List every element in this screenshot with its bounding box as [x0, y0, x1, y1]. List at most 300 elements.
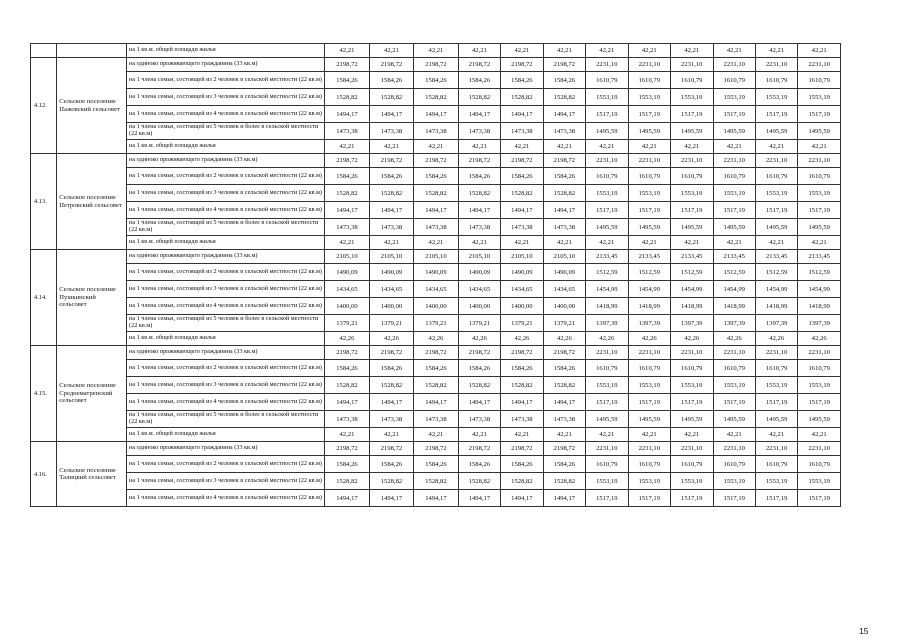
value-cell: 1434,65: [458, 281, 500, 298]
value-cell: 2231,10: [628, 442, 670, 456]
row-label: на 1 члена семьи, состоящей из 5 человек и более в сельской местности (22 кв.м): [127, 411, 325, 428]
table-row: [31, 332, 841, 346]
value-cell: 42,21: [325, 44, 369, 58]
value-cell: 1528,82: [325, 377, 369, 394]
row-label: на 1 кв.м. общей площади жилья: [127, 140, 325, 154]
value-cell: 1584,26: [543, 360, 585, 377]
value-cell: 1584,26: [414, 72, 458, 89]
value-cell: 1584,26: [414, 360, 458, 377]
value-cell: 42,26: [755, 332, 797, 346]
table-body: [31, 44, 841, 507]
value-cell: 1490,09: [543, 264, 585, 281]
value-cell: 2231,10: [798, 154, 841, 168]
table-row: [31, 140, 841, 154]
value-cell: 2198,72: [414, 442, 458, 456]
value-cell: 1528,82: [369, 473, 413, 490]
value-cell: 1610,79: [755, 72, 797, 89]
value-cell: 1494,17: [414, 202, 458, 219]
table-row: [31, 219, 841, 236]
value-cell: 1512,59: [713, 264, 755, 281]
settlement-name: Сельское поселение Талицкий сельсовет: [57, 442, 127, 507]
value-cell: 2198,72: [369, 442, 413, 456]
value-cell: 1379,21: [458, 315, 500, 332]
value-cell: 42,21: [671, 236, 713, 250]
value-cell: 1434,65: [414, 281, 458, 298]
value-cell: 1528,82: [369, 185, 413, 202]
value-cell: 1584,26: [369, 72, 413, 89]
value-cell: 2231,10: [586, 154, 628, 168]
value-cell: 1553,19: [586, 185, 628, 202]
value-cell: 1494,17: [501, 394, 543, 411]
value-cell: 1517,19: [798, 106, 841, 123]
value-cell: 42,21: [414, 140, 458, 154]
value-cell: 42,21: [543, 140, 585, 154]
value-cell: 42,21: [501, 44, 543, 58]
value-cell: 42,21: [798, 140, 841, 154]
value-cell: 42,21: [543, 428, 585, 442]
table-row: [31, 377, 841, 394]
value-cell: 1454,99: [586, 281, 628, 298]
table-row: [31, 58, 841, 72]
value-cell: 1495,59: [755, 219, 797, 236]
table-row: [31, 298, 841, 315]
value-cell: 1517,19: [755, 490, 797, 507]
value-cell: 1553,19: [713, 377, 755, 394]
value-cell: 42,26: [458, 332, 500, 346]
block-code: 4.14.: [31, 250, 57, 346]
value-cell: 1610,79: [628, 360, 670, 377]
value-cell: 2105,10: [501, 250, 543, 264]
value-cell: 1517,19: [671, 394, 713, 411]
value-cell: 1512,59: [628, 264, 670, 281]
value-cell: 1610,79: [671, 168, 713, 185]
value-cell: 2231,10: [671, 442, 713, 456]
value-cell: 1495,59: [628, 123, 670, 140]
table-row: [31, 236, 841, 250]
value-cell: 2198,72: [501, 154, 543, 168]
value-cell: 1494,17: [458, 106, 500, 123]
value-cell: 42,21: [798, 428, 841, 442]
value-cell: 2198,72: [501, 58, 543, 72]
value-cell: 1610,79: [671, 72, 713, 89]
table-row: [31, 72, 841, 89]
value-cell: 42,21: [671, 44, 713, 58]
row-label: на 1 кв.м. общей площади жилья: [127, 44, 325, 58]
value-cell: 1528,82: [543, 89, 585, 106]
value-cell: 42,21: [414, 236, 458, 250]
value-cell: 42,21: [628, 44, 670, 58]
value-cell: 1553,19: [628, 185, 670, 202]
value-cell: 1434,65: [543, 281, 585, 298]
value-cell: 42,21: [458, 428, 500, 442]
value-cell: 1610,79: [671, 360, 713, 377]
row-label: на 1 члена семьи, состоящей из 4 человек в сельской местности (22 кв.м): [127, 394, 325, 411]
value-cell: 1418,99: [798, 298, 841, 315]
value-cell: 1528,82: [414, 89, 458, 106]
value-cell: 1553,19: [628, 89, 670, 106]
value-cell: 1494,17: [458, 202, 500, 219]
value-cell: 1495,59: [628, 411, 670, 428]
value-cell: 2105,10: [325, 250, 369, 264]
value-cell: 2198,72: [325, 58, 369, 72]
value-cell: 1517,19: [586, 202, 628, 219]
table-row: [31, 456, 841, 473]
value-cell: 42,26: [325, 332, 369, 346]
value-cell: 1528,82: [414, 377, 458, 394]
value-cell: 1490,09: [414, 264, 458, 281]
value-cell: 1473,38: [369, 411, 413, 428]
value-cell: 1512,59: [798, 264, 841, 281]
row-label: на 1 члена семьи, состоящей из 4 человек в сельской местности (22 кв.м): [127, 202, 325, 219]
value-cell: 1528,82: [501, 185, 543, 202]
value-cell: 1553,19: [755, 473, 797, 490]
value-cell: 1494,17: [369, 394, 413, 411]
table-row: [31, 473, 841, 490]
value-cell: 2231,10: [713, 58, 755, 72]
value-cell: 1494,17: [543, 490, 585, 507]
value-cell: 1528,82: [458, 89, 500, 106]
value-cell: 1494,17: [543, 394, 585, 411]
value-cell: 1553,19: [586, 89, 628, 106]
value-cell: 1454,99: [798, 281, 841, 298]
value-cell: 2231,10: [713, 154, 755, 168]
value-cell: 1610,79: [798, 72, 841, 89]
value-cell: 1473,38: [325, 411, 369, 428]
value-cell: 1584,26: [501, 360, 543, 377]
row-label: на 1 члена семьи, состоящей из 4 человек в сельской местности (22 кв.м): [127, 106, 325, 123]
value-cell: 1495,59: [671, 123, 713, 140]
value-cell: 1553,19: [628, 473, 670, 490]
value-cell: 1584,26: [414, 456, 458, 473]
value-cell: 1528,82: [325, 89, 369, 106]
value-cell: 42,21: [586, 140, 628, 154]
value-cell: 42,21: [369, 140, 413, 154]
value-cell: 1528,82: [458, 473, 500, 490]
value-cell: 2231,10: [671, 346, 713, 360]
value-cell: 1517,19: [755, 106, 797, 123]
value-cell: 1400,00: [414, 298, 458, 315]
table-row: [31, 281, 841, 298]
value-cell: 1418,99: [755, 298, 797, 315]
value-cell: 1584,26: [543, 168, 585, 185]
value-cell: 2231,10: [586, 58, 628, 72]
value-cell: 2198,72: [325, 154, 369, 168]
value-cell: 1528,82: [501, 377, 543, 394]
settlement-name: Сельское поселение Пажовский сельсовет: [57, 58, 127, 154]
value-cell: 1553,19: [713, 185, 755, 202]
row-label: на 1 члена семьи, состоящей из 2 человек в сельской местности (22 кв.м): [127, 168, 325, 185]
value-cell: 42,26: [501, 332, 543, 346]
value-cell: 2231,10: [798, 442, 841, 456]
row-label: на одиноко проживающего гражданина (33 кв.м): [127, 154, 325, 168]
value-cell: 1610,79: [798, 456, 841, 473]
value-cell: 2231,10: [755, 58, 797, 72]
value-cell: 1553,19: [671, 185, 713, 202]
value-cell: 1397,39: [628, 315, 670, 332]
value-cell: 2198,72: [414, 154, 458, 168]
value-cell: 1397,39: [755, 315, 797, 332]
value-cell: 1495,59: [713, 219, 755, 236]
value-cell: 1490,09: [501, 264, 543, 281]
value-cell: 1610,79: [586, 72, 628, 89]
code-cell: [31, 44, 57, 58]
value-cell: 2231,10: [755, 346, 797, 360]
value-cell: 2198,72: [414, 346, 458, 360]
value-cell: 1494,17: [325, 394, 369, 411]
value-cell: 2198,72: [325, 442, 369, 456]
value-cell: 1473,38: [414, 219, 458, 236]
value-cell: 1553,19: [755, 89, 797, 106]
row-label: на 1 кв.м. общей площади жилья: [127, 428, 325, 442]
value-cell: 1553,19: [798, 377, 841, 394]
value-cell: 1553,19: [798, 89, 841, 106]
document-sheet: [30, 43, 841, 507]
value-cell: 1517,19: [713, 490, 755, 507]
value-cell: 1610,79: [798, 168, 841, 185]
value-cell: 1495,59: [713, 411, 755, 428]
value-cell: 2231,10: [671, 154, 713, 168]
value-cell: 42,21: [713, 428, 755, 442]
value-cell: 1553,19: [671, 473, 713, 490]
value-cell: 1473,38: [501, 219, 543, 236]
value-cell: 1584,26: [501, 72, 543, 89]
value-cell: 1553,19: [798, 473, 841, 490]
table-row: [31, 264, 841, 281]
row-label: на 1 члена семьи, состоящей из 5 человек и более в сельской местности (22 кв.м): [127, 219, 325, 236]
value-cell: 42,21: [713, 236, 755, 250]
value-cell: 1379,21: [369, 315, 413, 332]
value-cell: 2198,72: [458, 58, 500, 72]
row-label: на 1 члена семьи, состоящей из 5 человек и более в сельской местности (22 кв.м): [127, 315, 325, 332]
table-row: [31, 360, 841, 377]
value-cell: 1494,17: [543, 106, 585, 123]
value-cell: 1610,79: [713, 360, 755, 377]
value-cell: 1610,79: [628, 456, 670, 473]
value-cell: 42,21: [325, 236, 369, 250]
value-cell: 2231,10: [671, 58, 713, 72]
value-cell: 42,21: [755, 236, 797, 250]
block-code: 4.12.: [31, 58, 57, 154]
value-cell: 2105,10: [369, 250, 413, 264]
table-row: [31, 315, 841, 332]
value-cell: 1610,79: [713, 72, 755, 89]
value-cell: 42,21: [798, 236, 841, 250]
value-cell: 42,21: [458, 44, 500, 58]
value-cell: 2198,72: [458, 154, 500, 168]
value-cell: 42,21: [713, 44, 755, 58]
value-cell: 42,21: [628, 236, 670, 250]
value-cell: 2105,10: [458, 250, 500, 264]
block-code: 4.16.: [31, 442, 57, 507]
value-cell: 1584,26: [501, 168, 543, 185]
value-cell: 1494,17: [369, 106, 413, 123]
settlement-name: Сельское поселение Пушкинский сельсовет: [57, 250, 127, 346]
value-cell: 2133,45: [755, 250, 797, 264]
value-cell: 42,21: [543, 44, 585, 58]
row-label: на 1 члена семьи, состоящей из 3 человек в сельской местности (22 кв.м): [127, 281, 325, 298]
row-label: на одиноко проживающего гражданина (33 кв.м): [127, 442, 325, 456]
value-cell: 1418,99: [713, 298, 755, 315]
value-cell: 1584,26: [458, 72, 500, 89]
value-cell: 42,21: [414, 44, 458, 58]
value-cell: 1553,19: [713, 473, 755, 490]
value-cell: 1528,82: [501, 89, 543, 106]
value-cell: 1490,09: [369, 264, 413, 281]
table-row: [31, 428, 841, 442]
value-cell: 1553,19: [713, 89, 755, 106]
value-cell: 1473,38: [501, 411, 543, 428]
value-cell: 1454,99: [713, 281, 755, 298]
value-cell: 42,21: [414, 428, 458, 442]
row-label: на 1 члена семьи, состоящей из 3 человек в сельской местности (22 кв.м): [127, 473, 325, 490]
value-cell: 1553,19: [671, 89, 713, 106]
value-cell: 1400,00: [543, 298, 585, 315]
value-cell: 1454,99: [671, 281, 713, 298]
value-cell: 1610,79: [671, 456, 713, 473]
value-cell: 1584,26: [543, 456, 585, 473]
row-label: на 1 члена семьи, состоящей из 3 человек в сельской местности (22 кв.м): [127, 185, 325, 202]
value-cell: 1379,21: [414, 315, 458, 332]
value-cell: 1473,38: [325, 123, 369, 140]
value-cell: 1517,19: [671, 106, 713, 123]
table-row: [31, 106, 841, 123]
value-cell: 1553,19: [755, 185, 797, 202]
value-cell: 1528,82: [501, 473, 543, 490]
value-cell: 2231,10: [628, 154, 670, 168]
table-row: [31, 411, 841, 428]
value-cell: 1473,38: [458, 219, 500, 236]
value-cell: 1400,00: [501, 298, 543, 315]
value-cell: 1434,65: [501, 281, 543, 298]
value-cell: 1553,19: [586, 377, 628, 394]
value-cell: 1495,59: [628, 219, 670, 236]
row-label: на 1 члена семьи, состоящей из 2 человек в сельской местности (22 кв.м): [127, 360, 325, 377]
value-cell: 1400,00: [458, 298, 500, 315]
value-cell: 2231,10: [628, 58, 670, 72]
value-cell: 2231,10: [755, 442, 797, 456]
value-cell: 1584,26: [458, 360, 500, 377]
value-cell: 1528,82: [369, 377, 413, 394]
table-row: [31, 442, 841, 456]
value-cell: 1473,38: [325, 219, 369, 236]
value-cell: 1584,26: [369, 456, 413, 473]
value-cell: 1517,19: [713, 106, 755, 123]
value-cell: 1517,19: [628, 394, 670, 411]
value-cell: 1517,19: [671, 202, 713, 219]
value-cell: 1610,79: [755, 168, 797, 185]
value-cell: 2198,72: [543, 442, 585, 456]
value-cell: 1517,19: [713, 394, 755, 411]
value-cell: 1517,19: [586, 394, 628, 411]
value-cell: 1494,17: [458, 394, 500, 411]
table-row: [31, 89, 841, 106]
value-cell: 1584,26: [369, 360, 413, 377]
value-cell: 1528,82: [414, 185, 458, 202]
value-cell: 1528,82: [543, 185, 585, 202]
value-cell: 1584,26: [325, 456, 369, 473]
value-cell: 1379,21: [325, 315, 369, 332]
value-cell: 1553,19: [798, 185, 841, 202]
row-label: на одиноко проживающего гражданина (33 кв.м): [127, 58, 325, 72]
value-cell: 42,21: [501, 236, 543, 250]
value-cell: 1397,39: [586, 315, 628, 332]
row-label: на 1 кв.м. общей площади жилья: [127, 332, 325, 346]
value-cell: 1473,38: [458, 411, 500, 428]
table-row: [31, 202, 841, 219]
value-cell: 42,21: [369, 44, 413, 58]
value-cell: 1494,17: [414, 490, 458, 507]
value-cell: 1379,21: [543, 315, 585, 332]
value-cell: 1512,59: [755, 264, 797, 281]
value-cell: 1494,17: [414, 394, 458, 411]
value-cell: 42,21: [325, 428, 369, 442]
value-cell: 42,21: [325, 140, 369, 154]
value-cell: 2133,45: [586, 250, 628, 264]
row-label: на одиноко проживающего гражданина (33 кв.м): [127, 346, 325, 360]
value-cell: 1610,79: [628, 72, 670, 89]
value-cell: 1418,99: [586, 298, 628, 315]
value-cell: 1512,59: [586, 264, 628, 281]
value-cell: 1495,59: [755, 123, 797, 140]
value-cell: 1494,17: [458, 490, 500, 507]
row-label: на 1 члена семьи, состоящей из 4 человек в сельской местности (22 кв.м): [127, 298, 325, 315]
value-cell: 1528,82: [458, 377, 500, 394]
settlement-cell: [57, 44, 127, 58]
table-row: [31, 44, 841, 58]
value-cell: 1495,59: [798, 123, 841, 140]
value-cell: 1400,00: [369, 298, 413, 315]
value-cell: 1517,19: [755, 394, 797, 411]
value-cell: 1434,65: [325, 281, 369, 298]
row-label: на 1 члена семьи, состоящей из 4 человек в сельской местности (22 кв.м): [127, 490, 325, 507]
value-cell: 42,26: [798, 332, 841, 346]
value-cell: 42,26: [713, 332, 755, 346]
value-cell: 2133,45: [713, 250, 755, 264]
value-cell: 42,21: [671, 140, 713, 154]
value-cell: 42,26: [586, 332, 628, 346]
value-cell: 1553,19: [628, 377, 670, 394]
table-row: [31, 490, 841, 507]
row-label: на 1 члена семьи, состоящей из 3 человек в сельской местности (22 кв.м): [127, 377, 325, 394]
value-cell: 1473,38: [414, 411, 458, 428]
table-row: [31, 168, 841, 185]
value-cell: 2231,10: [586, 442, 628, 456]
value-cell: 42,21: [586, 428, 628, 442]
row-label: на 1 члена семьи, состоящей из 2 человек в сельской местности (22 кв.м): [127, 264, 325, 281]
value-cell: 1494,17: [543, 202, 585, 219]
value-cell: 2133,45: [798, 250, 841, 264]
row-label: на 1 члена семьи, состоящей из 5 человек и более в сельской местности (22 кв.м): [127, 123, 325, 140]
value-cell: 1495,59: [798, 411, 841, 428]
value-cell: 1553,19: [586, 473, 628, 490]
value-cell: 1517,19: [628, 490, 670, 507]
value-cell: 1528,82: [325, 185, 369, 202]
value-cell: 1434,65: [369, 281, 413, 298]
value-cell: 2198,72: [458, 442, 500, 456]
block-code: 4.15.: [31, 346, 57, 442]
value-cell: 42,21: [755, 428, 797, 442]
row-label: на 1 члена семьи, состоящей из 3 человек в сельской местности (22 кв.м): [127, 89, 325, 106]
table-row: [31, 154, 841, 168]
value-cell: 42,26: [414, 332, 458, 346]
value-cell: 2231,10: [586, 346, 628, 360]
value-cell: 1397,39: [798, 315, 841, 332]
value-cell: 42,26: [369, 332, 413, 346]
value-cell: 42,21: [628, 428, 670, 442]
value-cell: 1494,17: [369, 490, 413, 507]
value-cell: 1584,26: [458, 456, 500, 473]
value-cell: 1610,79: [713, 168, 755, 185]
